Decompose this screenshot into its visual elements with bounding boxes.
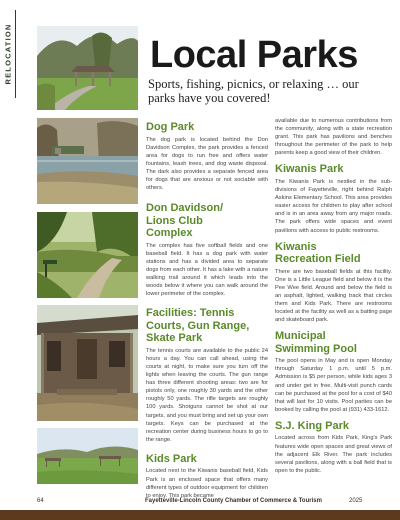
kids-park-continued-text: available due to numerous contributions from the community, along with a state recreation grant. This park has pavilions and benches throughout the perimeter of the park to help parents keep a good view of their children. bbox=[275, 118, 392, 157]
section-tab bbox=[0, 10, 16, 98]
bottom-bar bbox=[0, 510, 400, 520]
facilities-text: The tennis courts are available to the public 24 hours a day. You can call ahead, using the courts at night, to make sure you turn off the lights when leaving the courts. The gun range has three different shooting areas: two are for pistols only, one roughly 30 yards and the other roughly 50 yards. The rifle targets are roughly 100 yards. Shotguns cannot be shot at our targets, and you must bring and set up your own targets. Keys can be purchased at the recreation center during business hours to go to the range. bbox=[146, 347, 268, 443]
facilities-heading: Facilities: Tennis Courts, Gun Range, Skate Park bbox=[146, 307, 250, 345]
footer-year: 2025 bbox=[349, 498, 363, 504]
left-column bbox=[146, 121, 268, 500]
section-tab-label: RELOCATION bbox=[3, 23, 12, 85]
don-davidson-text: The complex has five softball fields and one baseball field. It has a dog park with water stations and has a divided area to separate dogs from each other. It has a lake with a nature walking trail around it which leads into the woods below it where you can walk around the lower perimeter of the complex. bbox=[146, 242, 268, 298]
don-davidson-section bbox=[146, 202, 268, 298]
dog-park-section bbox=[146, 121, 268, 192]
page-number: 64 bbox=[37, 498, 44, 504]
sj-king-park-text: Located across from Kids Park, King's Park features wide open spaces and great views of the adjacent Elk River. The park includes several pavilions, along with a ball field that is open to the public. bbox=[275, 435, 392, 474]
kiwanis-park-section bbox=[275, 163, 392, 234]
dog-park-heading: Dog Park bbox=[146, 121, 195, 133]
page-subtitle: Sports, fishing, picnics, or relaxing … our parks have you covered! bbox=[148, 77, 359, 105]
swimming-pool-text: The pool opens in May and is open Monday through Saturday 1 p.m. until 5 p.m. Admission is $5 per person, while kids ages 3 and under get in free. Multi-visit punch cards can be purchased at the pool for a cost of $40 that will last for 10 visits. Pool parties can be booked by calling the pool at (931) 433-1612. bbox=[275, 358, 392, 413]
pavilion-photo bbox=[37, 26, 138, 110]
sj-king-park-section bbox=[275, 420, 392, 475]
kids-park-section bbox=[146, 453, 268, 500]
cabin-photo bbox=[37, 305, 138, 421]
kids-park-photo bbox=[37, 428, 138, 484]
swimming-pool-section bbox=[275, 330, 392, 414]
facilities-section bbox=[146, 307, 268, 444]
kiwanis-recreation-heading: Kiwanis Recreation Field bbox=[275, 240, 361, 266]
right-column bbox=[275, 117, 392, 475]
don-davidson-heading: Don Davidson/ Lions Club Complex bbox=[146, 202, 224, 240]
kiwanis-park-heading: Kiwanis Park bbox=[275, 163, 344, 176]
kiwanis-recreation-section bbox=[275, 241, 392, 325]
page-title: Local Parks bbox=[150, 34, 358, 76]
pond-photo bbox=[37, 118, 138, 204]
kids-park-text: Located next to the Kiwanis baseball field, Kids Park is an enclosed space that offers many different types of outdoor equipment for children to enjoy. This park became bbox=[146, 468, 268, 499]
swimming-pool-heading: Municipal Swimming Pool bbox=[275, 330, 357, 355]
nature-trail-photo bbox=[37, 212, 138, 298]
kids-park-heading: Kids Park bbox=[146, 452, 197, 465]
kiwanis-recreation-text: There are two baseball fields at this facility. One is a Little League field and below it is the Pee Wee field. Around and below the field is an asphalt, lighted, walking track that circles them and Kids Park. There are restrooms located at the facility as well as a batting page and skateboard park. bbox=[275, 268, 392, 324]
dog-park-text: The dog park is located behind the Don Davidson Complex, the park provides a fenced area for dogs to run free and offers water fountains, leash trees, and dog waste disposal. The dark also provides a separate fenced area for dogs that are anxious or not sociable with others. bbox=[146, 136, 268, 192]
kids-park-continued bbox=[275, 117, 392, 157]
kiwanis-park-text: The Kiwanis Park is nestled in the sub-divisions of Fayetteville, right behind Ralph Askins Elementary School. This area provides easier access for children to play after school and is in an area away from any major roads. The park offers wide spaces and event pavilions with access to public restrooms. bbox=[275, 178, 392, 234]
sj-king-park-heading: S.J. King Park bbox=[275, 419, 349, 432]
footer-publication: Fayetteville-Lincoln County Chamber of Commerce & Tourism bbox=[145, 498, 322, 504]
